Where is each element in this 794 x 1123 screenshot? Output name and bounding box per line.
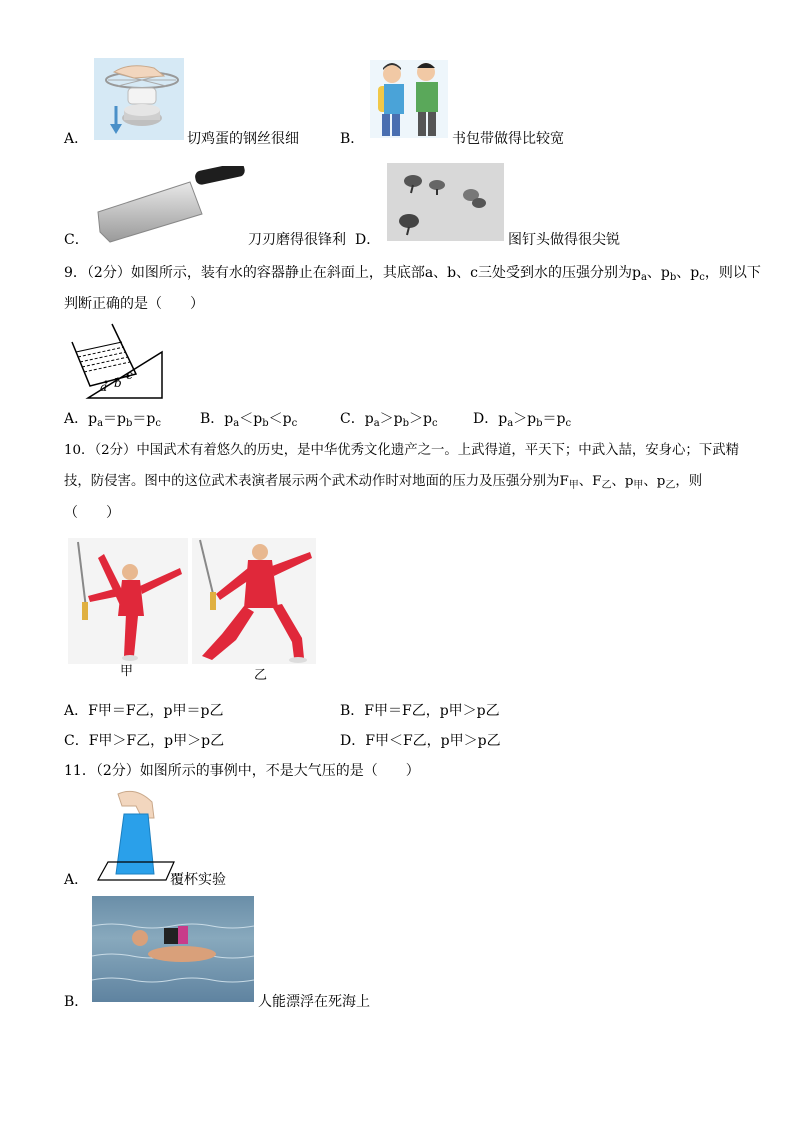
q10-figure-jia xyxy=(68,538,188,664)
thumbtacks-icon xyxy=(387,163,504,241)
q9-stem-line2: 判断正确的是（ ） xyxy=(64,296,204,312)
martial-artist-pose-yi-icon xyxy=(192,538,316,664)
q11-option-b-letter: B． xyxy=(64,994,89,1010)
q10-option-a[interactable]: A．F甲＝F乙，p甲＝p乙 xyxy=(64,703,224,719)
q10-stem-line1: 10．（2分）中国武术有着悠久的历史，是中华优秀文化遗产之一。上武得道，平天下；中武入喆，安身心；下武精 xyxy=(64,443,739,458)
option-a-image-egg-slicer xyxy=(94,58,184,140)
option-d-letter: D． xyxy=(355,232,381,248)
option-b-letter: B． xyxy=(340,131,365,147)
students-backpack-icon xyxy=(370,60,448,138)
q11-stem: 11．（2分）如图所示的事例中，不是大气压的是（ ） xyxy=(64,763,420,779)
egg-slicer-icon xyxy=(94,58,184,140)
q9-option-b[interactable]: B．$p_a<p_b<p_c$ xyxy=(200,411,298,429)
q9-stem-line1: 9．（2分）如图所示，装有水的容器静止在斜面上，其底部a、b、c三处受到水的压强分别为$p_a$、$p_b$、$p_c$，则以下 xyxy=(64,265,761,283)
q10-figure-yi xyxy=(192,538,316,664)
martial-artist-pose-jia-icon xyxy=(68,538,188,664)
option-c-caption: 刀刃磨得很锋利 xyxy=(248,232,346,248)
q10-fig-label-jia: 甲 xyxy=(120,664,134,679)
option-b-caption: 书包带做得比较宽 xyxy=(452,131,564,147)
option-a-caption: 切鸡蛋的钢丝很细 xyxy=(187,131,299,147)
cleaver-knife-icon xyxy=(94,166,246,244)
q9-option-c[interactable]: C．$p_a>p_b>p_c$ xyxy=(340,411,438,429)
q11-option-a-letter: A． xyxy=(64,872,89,888)
q10-stem-line2: 技，防侵害。图中的这位武术表演者展示两个武术动作时对地面的压力及压强分别为$F_甲$、$F_乙$、$p_甲$、$p_乙$，则 xyxy=(64,474,703,491)
q10-option-d[interactable]: D．F甲＜F乙，p甲＞p乙 xyxy=(340,733,501,749)
q9-figure-container-on-slope xyxy=(68,322,164,400)
q11-option-a-caption: 覆杯实验 xyxy=(170,872,226,888)
q11-option-b-caption: 人能漂浮在死海上 xyxy=(258,994,370,1010)
q10-fig-label-yi: 乙 xyxy=(254,668,268,683)
option-c-letter: C． xyxy=(64,232,89,248)
q9-option-a[interactable]: A．$p_a=p_b=p_c$ xyxy=(64,411,161,429)
q11-option-b-image-dead-sea xyxy=(92,896,254,1002)
q9-fig-label-b: b xyxy=(114,376,122,390)
q10-stem-line3: （ ） xyxy=(64,505,120,521)
q9-option-d[interactable]: D．$p_a>p_b=p_c$ xyxy=(473,411,572,429)
q9-fig-label-c: c xyxy=(126,368,133,382)
q9-fig-label-a: a xyxy=(100,380,108,394)
floating-person-dead-sea-icon xyxy=(92,896,254,1002)
option-a-letter: A． xyxy=(64,131,89,147)
option-b-image-schoolbag xyxy=(370,60,448,138)
q10-option-c[interactable]: C．F甲＞F乙，p甲＞p乙 xyxy=(64,733,225,749)
option-c-image-cleaver xyxy=(94,166,246,244)
q10-option-b[interactable]: B．F甲＝F乙，p甲＞p乙 xyxy=(340,703,500,719)
option-d-caption: 图钉头做得很尖锐 xyxy=(508,232,620,248)
inverted-cup-experiment-icon xyxy=(96,788,176,882)
option-d-image-thumbtacks xyxy=(387,163,504,241)
q11-option-a-image-inverted-cup xyxy=(96,788,176,882)
